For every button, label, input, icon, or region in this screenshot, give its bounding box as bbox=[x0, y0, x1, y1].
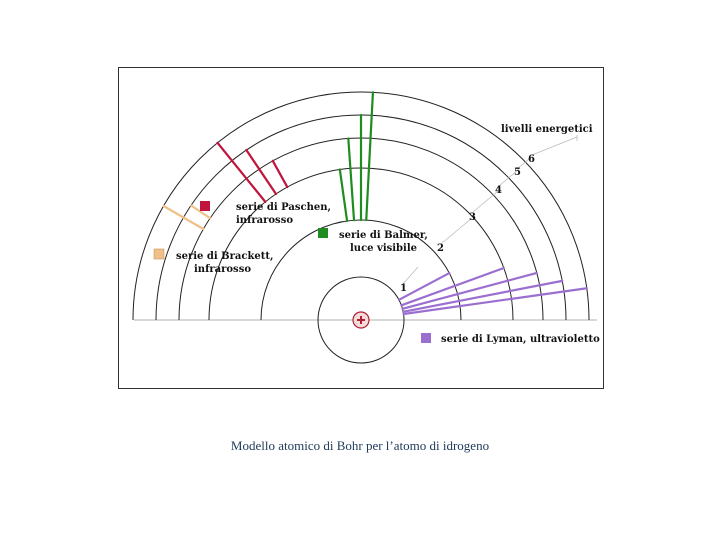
paschen-line-3 bbox=[218, 143, 266, 202]
diagram-frame bbox=[118, 67, 604, 389]
balmer-label-line1: serie di Balmer, bbox=[339, 230, 428, 241]
level-label-4: 4 bbox=[495, 185, 502, 196]
level-label-5: 5 bbox=[514, 167, 521, 178]
balmer-line-1 bbox=[366, 92, 373, 220]
paschen-label-line2: infrarosso bbox=[236, 215, 293, 226]
balmer-legend-swatch bbox=[318, 228, 328, 238]
lyman-label: serie di Lyman, ultravioletto bbox=[441, 334, 600, 345]
lyman-line-3 bbox=[403, 273, 537, 309]
level-pointer-group bbox=[403, 137, 577, 284]
balmer-line-4 bbox=[340, 169, 347, 220]
lyman-legend-swatch bbox=[421, 333, 431, 343]
brackett-legend-swatch bbox=[154, 249, 164, 259]
balmer-label-line2: luce visibile bbox=[350, 243, 417, 254]
level-pointer-6 bbox=[532, 137, 577, 155]
level-label-1: 1 bbox=[400, 283, 407, 294]
paschen-label-line1: serie di Paschen, bbox=[236, 202, 332, 213]
balmer-line-3 bbox=[348, 138, 354, 220]
level-label-3: 3 bbox=[469, 212, 476, 223]
bohr-atom-diagram bbox=[119, 68, 603, 388]
figure-caption: Modello atomico di Bohr per l’atomo di idrogeno bbox=[230, 438, 490, 453]
level-label-2: 2 bbox=[437, 243, 444, 254]
paschen-legend-swatch bbox=[200, 201, 210, 211]
level-pointer-1 bbox=[403, 267, 418, 284]
level-pointer-2 bbox=[441, 218, 472, 244]
paschen-line-1 bbox=[273, 161, 288, 187]
paschen-line-2 bbox=[246, 150, 276, 194]
levels-header: livelli energetici bbox=[501, 124, 593, 135]
nucleus bbox=[353, 312, 369, 328]
brackett-label-line1: serie di Brackett, bbox=[176, 251, 274, 262]
level-label-6: 6 bbox=[528, 154, 535, 165]
brackett-label-line2: infrarosso bbox=[194, 264, 251, 275]
